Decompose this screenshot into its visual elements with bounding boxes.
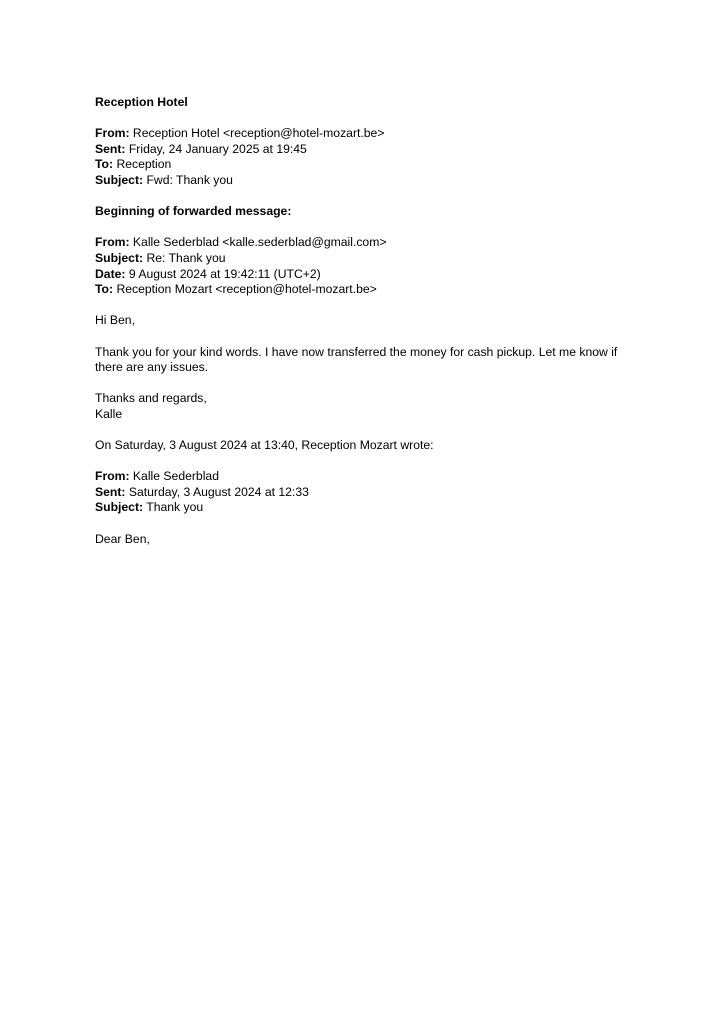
forwarded-date-row: [95, 267, 635, 283]
header-from-row: [95, 126, 635, 142]
header-sent-label: Sent:: [95, 141, 126, 156]
quoted-from-value: Kalle Sederblad: [132, 469, 219, 484]
quoted-subject-label: Subject:: [95, 500, 144, 515]
forwarded-subject-label: Subject:: [95, 250, 144, 265]
quoted-sent-row: [95, 485, 635, 501]
quoted-sent-label: Sent:: [95, 484, 126, 499]
header-subject-label: Subject:: [95, 172, 144, 187]
header-to-label: To:: [95, 157, 114, 172]
spacer: [95, 422, 635, 438]
email-document: [95, 95, 635, 547]
spacer: [95, 220, 635, 236]
header-subject-row: [95, 173, 635, 189]
quoted-greeting: Dear Ben,: [95, 531, 150, 546]
header-sent-value: Friday, 24 January 2025 at 19:45: [128, 141, 307, 156]
forwarded-subject-row: [95, 251, 635, 267]
header-subject-value: Fwd: Thank you: [146, 172, 233, 187]
quoted-from-row: [95, 469, 635, 485]
header-to-row: [95, 157, 635, 173]
spacer: [95, 111, 635, 127]
header-from-value: Reception Hotel <reception@hotel-mozart.be>: [132, 126, 385, 141]
forwarded-to-label: To:: [95, 282, 114, 297]
forwarded-from-row: [95, 235, 635, 251]
forward-heading: Beginning of forwarded message:: [95, 204, 292, 219]
reply-signature: Kalle: [95, 406, 123, 421]
forwarded-date-value: 9 August 2024 at 19:42:11 (UTC+2): [128, 266, 321, 281]
quoted-subject-value: Thank you: [146, 500, 204, 515]
forwarded-subject-value: Re: Thank you: [146, 250, 226, 265]
header-sent-row: [95, 142, 635, 158]
header-to-value: Reception: [116, 157, 172, 172]
spacer: [95, 329, 635, 345]
spacer: [95, 516, 635, 532]
forwarded-to-value: Reception Mozart <reception@hotel-mozart.be>: [116, 282, 377, 297]
forwarded-from-label: From:: [95, 235, 130, 250]
document-title: Reception Hotel: [95, 95, 188, 109]
forwarded-date-label: Date:: [95, 266, 126, 281]
spacer: [95, 189, 635, 205]
quoted-sent-value: Saturday, 3 August 2024 at 12:33: [128, 484, 309, 499]
reply-greeting: Hi Ben,: [95, 313, 135, 328]
reply-signoff: Thanks and regards,: [95, 391, 207, 406]
quoted-subject-row: [95, 500, 635, 516]
spacer: [95, 454, 635, 470]
spacer: [95, 298, 635, 314]
quote-intro: On Saturday, 3 August 2024 at 13:40, Reception Mozart wrote:: [95, 438, 434, 453]
forwarded-from-value: Kalle Sederblad <kalle.sederblad@gmail.com>: [132, 235, 387, 250]
header-from-label: From:: [95, 126, 130, 141]
forwarded-to-row: [95, 282, 635, 298]
reply-body-line: Thank you for your kind words. I have now transferred the money for cash pickup. Let me know if: [95, 344, 618, 359]
quoted-from-label: From:: [95, 469, 130, 484]
reply-body-line: there are any issues.: [95, 360, 209, 375]
spacer: [95, 376, 635, 392]
